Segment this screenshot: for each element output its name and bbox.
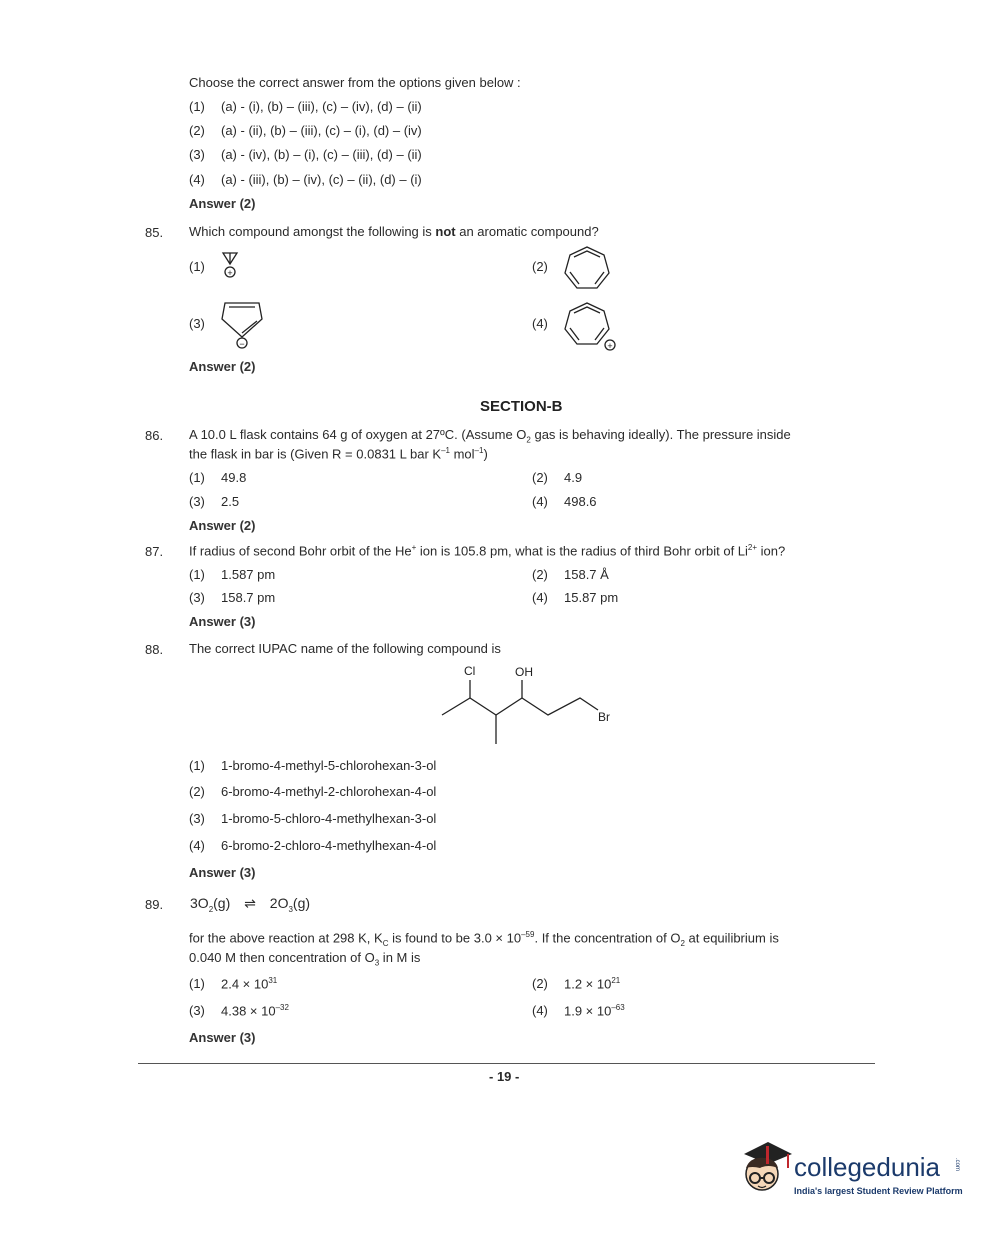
- q87-answer: Answer (3): [189, 614, 256, 629]
- collegedunia-logo[interactable]: [736, 1138, 966, 1208]
- q88-cl-label: Cl: [464, 664, 476, 678]
- q88-oh-label: OH: [515, 665, 533, 679]
- section-heading: SECTION-B: [480, 398, 563, 415]
- q85-number: 85.: [145, 225, 164, 240]
- q89-option-1: (1) $2.4 \times 10^{31}$: [189, 976, 278, 992]
- q85-text: Which compound amongst the following is not an aromatic compound?: [189, 224, 599, 239]
- equilibrium-arrow-icon: ⇌: [244, 895, 256, 911]
- q87-option-3: (3) 158.7 pm: [189, 590, 276, 605]
- q85-option-3-label: (3): [189, 316, 205, 331]
- plus-charge-text: +: [227, 268, 233, 278]
- q85-heptagon-4: [565, 303, 609, 344]
- q88-br-label: Br: [598, 710, 610, 724]
- q85-cyclopropenyl-cation: [220, 250, 242, 280]
- q85-answer: Answer (2): [189, 359, 256, 374]
- q85-option-1-label: (1): [189, 259, 205, 274]
- q87-option-1: (1) 1.587 pm: [189, 567, 276, 582]
- q88-option-2: (2) 6-bromo-4-methyl-2-chlorohexan-4-ol: [189, 784, 437, 799]
- mascot-icon: [736, 1138, 792, 1202]
- q88-number: 88.: [145, 642, 164, 657]
- q85-option-4-label: (4): [532, 316, 548, 331]
- brand-name: collegedunia: [794, 1152, 941, 1182]
- q86-text-line1: A 10.0 L flask contains 64 g of oxygen at 27ºC. (Assume $O_2$ gas is behaving ideally). The pressure inside: [189, 427, 791, 445]
- q85-inner-bond-4c: [595, 328, 604, 340]
- prev-option-3: (3) (a) - (iv), (b) – (i), (c) – (iii), (d) – (ii): [189, 147, 422, 162]
- prev-question-intro: Choose the correct answer from the options given below :: [189, 75, 521, 90]
- q87-option-2: (2) 158.7 Å: [532, 567, 609, 582]
- q85-cyclopentadienyl-anion: [220, 297, 266, 353]
- q85-inner-bond-4b: [570, 328, 579, 340]
- q89-text-line2: 0.040 M then concentration of $O_3$ in M is: [189, 950, 421, 968]
- q88-carbon-chain: [442, 698, 598, 715]
- q85-option-2-label: (2): [532, 259, 548, 274]
- q85-heptagon-outer: [565, 247, 609, 288]
- q89-number: 89.: [145, 897, 164, 912]
- brand-tagline: India's largest Student Review Platform: [794, 1186, 963, 1196]
- q89-answer: Answer (3): [189, 1030, 256, 1045]
- q88-text: The correct IUPAC name of the following compound is: [189, 641, 501, 656]
- q89-option-4: (4) $1.9 \times 10^{-63}$: [532, 1003, 625, 1019]
- plus-charge-text-4: +: [607, 341, 613, 351]
- q86-option-2: (2) 4.9: [532, 470, 583, 485]
- q88-option-4: (4) 6-bromo-2-chloro-4-methylhexan-4-ol: [189, 838, 437, 853]
- q85-pentagon: [222, 303, 262, 337]
- q86-text-line2: the flask in bar is (Given R = 0.0831 L bar $K^{-1}$ mol$^{-1}$): [189, 446, 488, 462]
- q86-option-4: (4) 498.6: [532, 494, 597, 509]
- brand-suffix: .com: [954, 1158, 960, 1172]
- q85-inner-bond-3: [570, 272, 579, 284]
- prev-answer: Answer (2): [189, 196, 256, 211]
- q85-cycloheptatriene: [562, 244, 612, 292]
- q86-option-1: (1) 49.8: [189, 470, 247, 485]
- q87-option-4: (4) 15.87 pm: [532, 590, 619, 605]
- q88-option-1: (1) 1-bromo-4-methyl-5-chlorohexan-3-ol: [189, 758, 437, 773]
- q86-number: 86.: [145, 428, 164, 443]
- q89-equation: $3O_2(g)$ ⇌ $2O_3(g)$: [190, 895, 311, 914]
- q85-tropylium-ion: [562, 300, 618, 356]
- q88-option-3: (3) 1-bromo-5-chloro-4-methylhexan-3-ol: [189, 811, 437, 826]
- prev-option-1: (1) (a) - (i), (b) – (iii), (c) – (iv), (d) – (ii): [189, 99, 422, 114]
- q88-answer: Answer (3): [189, 865, 256, 880]
- q89-text-line1: for the above reaction at 298 K, $K_C$ is found to be $3.0 \times 10^{-59}$. If the concentration of $O_2$ at equilibrium is: [189, 930, 779, 948]
- q87-number: 87.: [145, 544, 164, 559]
- prev-option-4: (4) (a) - (iii), (b) – (iv), (c) – (ii), (d) – (i): [189, 172, 422, 187]
- minus-charge-text: −: [239, 339, 245, 349]
- q86-option-3: (3) 2.5: [189, 494, 240, 509]
- footer-divider: [138, 1063, 875, 1064]
- q85-pentagon-double-2: [242, 321, 257, 333]
- q89-option-2: (2) $1.2 \times 10^{21}$: [532, 976, 621, 992]
- q85-inner-bond-2: [595, 272, 604, 284]
- q87-text: If radius of second Bohr orbit of the He+ ion is 105.8 pm, what is the radius of third Bohr orbit of $Li^{2+}$ ion?: [189, 543, 786, 559]
- prev-option-2: (2) (a) - (ii), (b) – (iii), (c) – (i), (d) – (iv): [189, 123, 422, 138]
- q89-option-3: (3) $4.38 \times 10^{-32}$: [189, 1003, 289, 1019]
- page-number: - 19 -: [489, 1069, 520, 1084]
- q88-structure: [430, 660, 630, 750]
- q86-answer: Answer (2): [189, 518, 256, 533]
